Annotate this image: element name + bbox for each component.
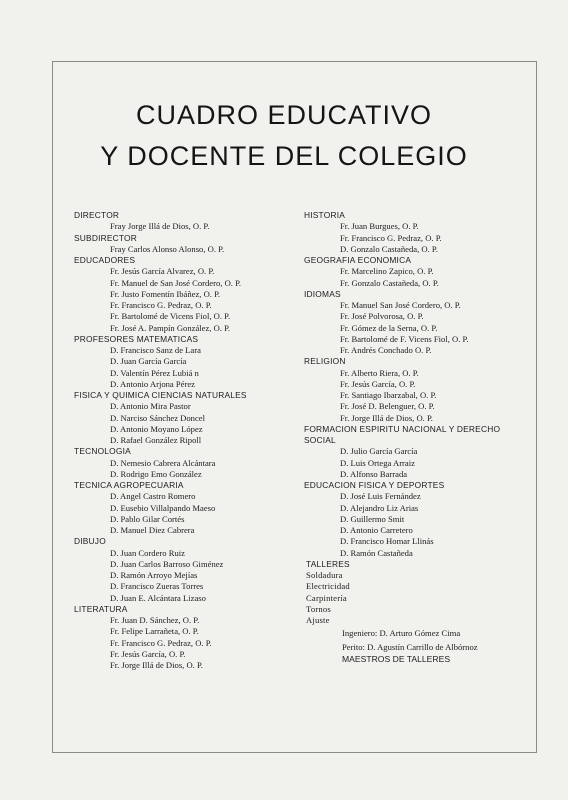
section: [74, 334, 296, 390]
staff-member: D. Guillermo Smit: [340, 513, 405, 524]
staff-member: Fr. Juan Burgues, O. P.: [340, 221, 419, 232]
section: [74, 255, 296, 334]
staff-member: D. Ramón Arroyo Mejías: [110, 570, 198, 580]
section: [304, 255, 532, 289]
staff-member: Fr. Gonzalo Castañeda, O. P.: [340, 277, 439, 288]
right-column: [304, 210, 532, 665]
staff-member: Fr. Jorge Illá de Dios, O. P.: [110, 660, 203, 670]
section: [304, 289, 532, 357]
section-heading: EDUCADORES: [74, 255, 136, 265]
section-heading: SUBDIRECTOR: [74, 232, 138, 243]
staff-member: D. Ramón Castañeda: [340, 547, 413, 558]
section: [74, 536, 296, 604]
staff-member: D. Antonio Carretero: [340, 525, 413, 535]
staff-member: D. Juan Carlos Barroso Giménez: [110, 558, 224, 569]
staff-member: D. Rafael González Ripoll: [110, 435, 202, 445]
staff-member: Fr. Juan D. Sánchez, O. P.: [110, 615, 200, 625]
staff-member: D. Julio García García: [340, 446, 418, 457]
page-title-line-2: Y DOCENTE DEL COLEGIO: [100, 141, 468, 171]
staff-member: Fr. José A. Pampín González, O. P.: [110, 322, 231, 333]
workshop-item: Electricidad: [306, 581, 350, 592]
section-heading: TECNOLOGIA: [74, 446, 131, 457]
staff-member: Fr. Andrés Conchado O. P.: [340, 345, 432, 355]
workshop-staff: Perito: D. Agustín Carrillo de Albórnoz: [342, 641, 478, 652]
workshop-masters: MAESTROS DE TALLERES: [342, 653, 451, 664]
staff-member: D. Francisco Homar Llinás: [340, 536, 434, 547]
staff-member: D. Gonzalo Castañeda, O. P.: [340, 243, 438, 254]
staff-member: D. Nemesio Cabrera Alcántara: [110, 457, 216, 468]
staff-member: Fr. Jesús García Alvarez, O. P.: [110, 266, 215, 277]
section-heading: LITERATURA: [74, 603, 128, 614]
staff-member: Fray Carlos Alonso Alonso, O. P.: [110, 243, 225, 254]
workshop-item: Soldadura: [306, 570, 343, 580]
workshops-section: [304, 559, 532, 665]
section: [74, 480, 296, 536]
staff-member: Fr. Francisco G. Pedraz, O. P.: [110, 637, 212, 648]
staff-member: D. Pablo Gilar Cortés: [110, 513, 185, 524]
staff-member: Fr. Jesús García, O. P.: [340, 378, 416, 389]
staff-member: D. Alejandro Liz Arias: [340, 502, 419, 513]
staff-member: Fr. Jesús García, O. P.: [110, 648, 186, 659]
workshop-staff: Ingeniero: D. Arturo Gómez Cima: [342, 628, 461, 639]
staff-member: D. Juan Cordero Ruiz: [110, 547, 185, 558]
section-heading: GEOGRAFIA ECONOMICA: [304, 255, 412, 265]
staff-member: Fr. Justo Fomentín Ibáñez, O. P.: [110, 288, 221, 299]
section-heading-continued: SOCIAL: [304, 435, 336, 445]
staff-member: Fr. Santiago Ibarzabal, O. P.: [340, 390, 437, 400]
section-heading: PROFESORES MATEMATICAS: [74, 333, 199, 344]
staff-member: Fr. Manuel de San José Cordero, O. P.: [110, 277, 242, 288]
staff-member: D. José Luis Fernández: [340, 491, 421, 502]
staff-member: Fr. Jorge Illá de Dios, O. P.: [340, 412, 433, 423]
section: [304, 480, 532, 559]
section-heading: FORMACION ESPIRITU NACIONAL Y DERECHO: [304, 423, 501, 434]
staff-member: D. Alfonso Barrada: [340, 468, 408, 479]
section-heading: HISTORIA: [304, 210, 346, 220]
staff-member: D. Antonio Arjona Pérez: [110, 378, 195, 389]
staff-member: D. Rodrigo Emo González: [110, 468, 202, 479]
section: [74, 390, 296, 446]
staff-member: D. Luis Ortega Arraiz: [340, 457, 415, 468]
staff-member: Fr. Marcelino Zapico, O. P.: [340, 266, 434, 277]
workshop-item: Carpintería: [306, 592, 347, 603]
staff-member: D. Juan García García: [110, 356, 187, 367]
section-heading: EDUCACION FISICA Y DEPORTES: [304, 480, 445, 490]
section: [74, 233, 296, 256]
section: [74, 210, 296, 233]
staff-member: Fray Jorge Illá de Dios, O. P.: [110, 221, 210, 232]
section: [304, 356, 532, 424]
section-heading: RELIGION: [304, 356, 346, 367]
staff-member: Fr. Manuel San José Cordero, O. P.: [340, 300, 461, 310]
left-column: [74, 210, 296, 671]
staff-member: Fr. Felipe Larrañeta, O. P.: [110, 626, 199, 637]
workshop-item: Ajuste: [306, 615, 330, 625]
staff-member: D. Manuel Diez Cabrera: [110, 525, 195, 535]
staff-member: Fr. Bartolomé de Vicens Fiol, O. P.: [110, 311, 231, 322]
section-heading: IDIOMAS: [304, 288, 341, 299]
staff-member: D. Francisco Sanz de Lara: [110, 345, 201, 355]
workshop-item: Tornos: [306, 603, 331, 614]
staff-member: Fr. José Polvorosa, O. P.: [340, 311, 424, 322]
section-heading: TECNICA AGROPECUARIA: [74, 480, 184, 490]
staff-member: Fr. Bartolomé de F. Vicens Fiol, O. P.: [340, 333, 469, 344]
section-heading: FISICA Y QUIMICA CIENCIAS NATURALES: [74, 390, 247, 400]
staff-member: D. Antonio Mira Pastor: [110, 401, 191, 412]
staff-member: Fr. Francisco G. Pedraz, O. P.: [340, 232, 442, 243]
section: [74, 446, 296, 480]
staff-member: D. Juan E. Alcántara Lizaso: [110, 592, 206, 603]
page-title-line-1: CUADRO EDUCATIVO: [135, 100, 433, 130]
staff-member: Fr. Francisco G. Pedraz, O. P.: [110, 300, 212, 310]
section: [74, 604, 296, 672]
staff-member: Fr. Alberto Riera, O. P.: [340, 367, 419, 378]
section-heading: DIBUJO: [74, 536, 106, 547]
staff-member: Fr. Gómez de la Serna, O. P.: [340, 322, 438, 333]
staff-member: D. Antonio Moyano López: [110, 423, 203, 434]
staff-member: D. Narciso Sánchez Doncel: [110, 412, 205, 423]
staff-member: D. Valentín Pérez Lubiá n: [110, 367, 199, 378]
staff-member: D. Francisco Zueras Torres: [110, 581, 204, 592]
section: [304, 424, 532, 480]
section-heading-workshops: TALLERES: [306, 558, 350, 569]
staff-member: D. Angel Castro Romero: [110, 491, 196, 502]
staff-member: Fr. José D. Belenguer, O. P.: [340, 401, 435, 412]
section-heading: DIRECTOR: [74, 210, 120, 220]
staff-member: D. Eusebio Villalpando Maeso: [110, 502, 216, 513]
section: [304, 210, 532, 255]
